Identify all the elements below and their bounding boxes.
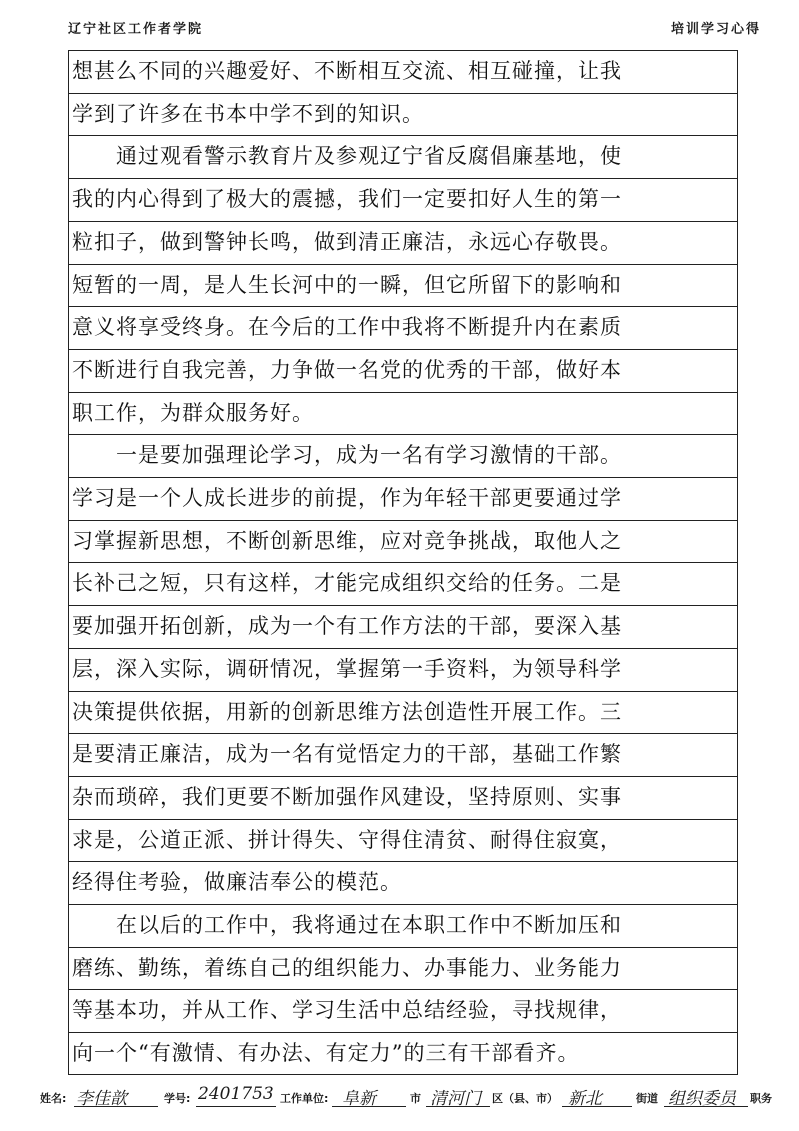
text-line: 向一个“有激情、有办法、有定力”的三有干部看齐。: [72, 1041, 580, 1066]
name-label: 姓名:: [40, 1092, 67, 1105]
text-line: 求是，公道正派、拼计得失、守得住清贫、耐得住寂寞，: [72, 827, 622, 852]
text-line: 职工作，为群众服务好。: [72, 400, 314, 425]
text-line: 不断进行自我完善，力争做一名党的优秀的干部，做好本: [72, 357, 622, 382]
text-line: 短暂的一周，是人生长河中的一瞬，但它所留下的影响和: [72, 272, 622, 297]
text-line: 学到了许多在书本中学不到的知识。: [72, 101, 424, 126]
street-underline: [562, 1106, 632, 1107]
district-value: 清河门: [430, 1089, 481, 1109]
work-unit-underline: [332, 1106, 406, 1107]
student-id-label: 学号:: [164, 1092, 191, 1105]
text-line: 粒扣子，做到警钟长鸣，做到清正廉洁，永远心存敬畏。: [72, 229, 622, 254]
text-line: 决策提供依据，用新的创新思维方法创造性开展工作。三: [72, 699, 622, 724]
student-id-value: 2401753: [198, 1084, 274, 1104]
text-line: 长补己之短，只有这样，才能完成组织交给的任务。二是: [72, 571, 622, 596]
text-line: 是要清正廉洁，成为一名有觉悟定力的干部，基础工作繁: [72, 742, 622, 767]
position-underline: [664, 1106, 748, 1107]
name-value: 李佳歆: [76, 1089, 127, 1109]
text-line: 通过观看警示教育片及参观辽宁省反腐倡廉基地，使: [72, 144, 622, 169]
text-line: 经得住考验，做廉洁奉公的模范。: [72, 870, 402, 895]
text-line: 学习是一个人成长进步的前提，作为年轻干部更要通过学: [72, 486, 622, 510]
text-line: 想甚么不同的兴趣爱好、不断相互交流、相互碰撞，让我: [72, 59, 622, 83]
city-label: 市: [410, 1092, 421, 1105]
student-id-underline: [196, 1106, 276, 1107]
student-info-footer: [40, 1084, 780, 1108]
position-label: 职务: [750, 1092, 772, 1105]
text-line: 习掌握新思想，不断创新思维，应对竞争挑战，取他人之: [72, 528, 622, 553]
text-line: 杂而琐碎，我们更要不断加强作风建设，坚持原则、实事: [72, 784, 622, 809]
text-line: 我的内心得到了极大的震撼，我们一定要扣好人生的第一: [72, 187, 622, 212]
text-line: 要加强开拓创新，成为一个有工作方法的干部，要深入基: [72, 614, 622, 639]
college-name: 辽宁社区工作者学院: [68, 22, 204, 37]
text-line: 一是要加强理论学习，成为一名有学习激情的干部。: [72, 443, 622, 468]
position-value: 组织委员: [668, 1089, 736, 1109]
document-type: 培训学习心得: [670, 22, 761, 37]
name-underline: [74, 1106, 158, 1107]
text-line: 意义将享受终身。在今后的工作中我将不断提升内在素质: [72, 315, 622, 340]
text-line: 层，深入实际，调研情况，掌握第一手资料，为领导科学: [72, 656, 622, 681]
text-line: 在以后的工作中，我将通过在本职工作中不断加压和: [72, 913, 622, 937]
street-label: 街道: [636, 1092, 658, 1105]
work-unit-value: 阜新: [342, 1089, 376, 1109]
street-value: 新北: [568, 1089, 602, 1109]
work-unit-label: 工作单位:: [280, 1092, 329, 1105]
text-line: 等基本功，并从工作、学习生活中总结经验，寻找规律，: [72, 998, 622, 1023]
text-line: 磨练、勤练，着练自己的组织能力、办事能力、业务能力: [72, 955, 622, 980]
district-label: 区（县、市）: [492, 1092, 558, 1105]
district-underline: [426, 1106, 490, 1107]
